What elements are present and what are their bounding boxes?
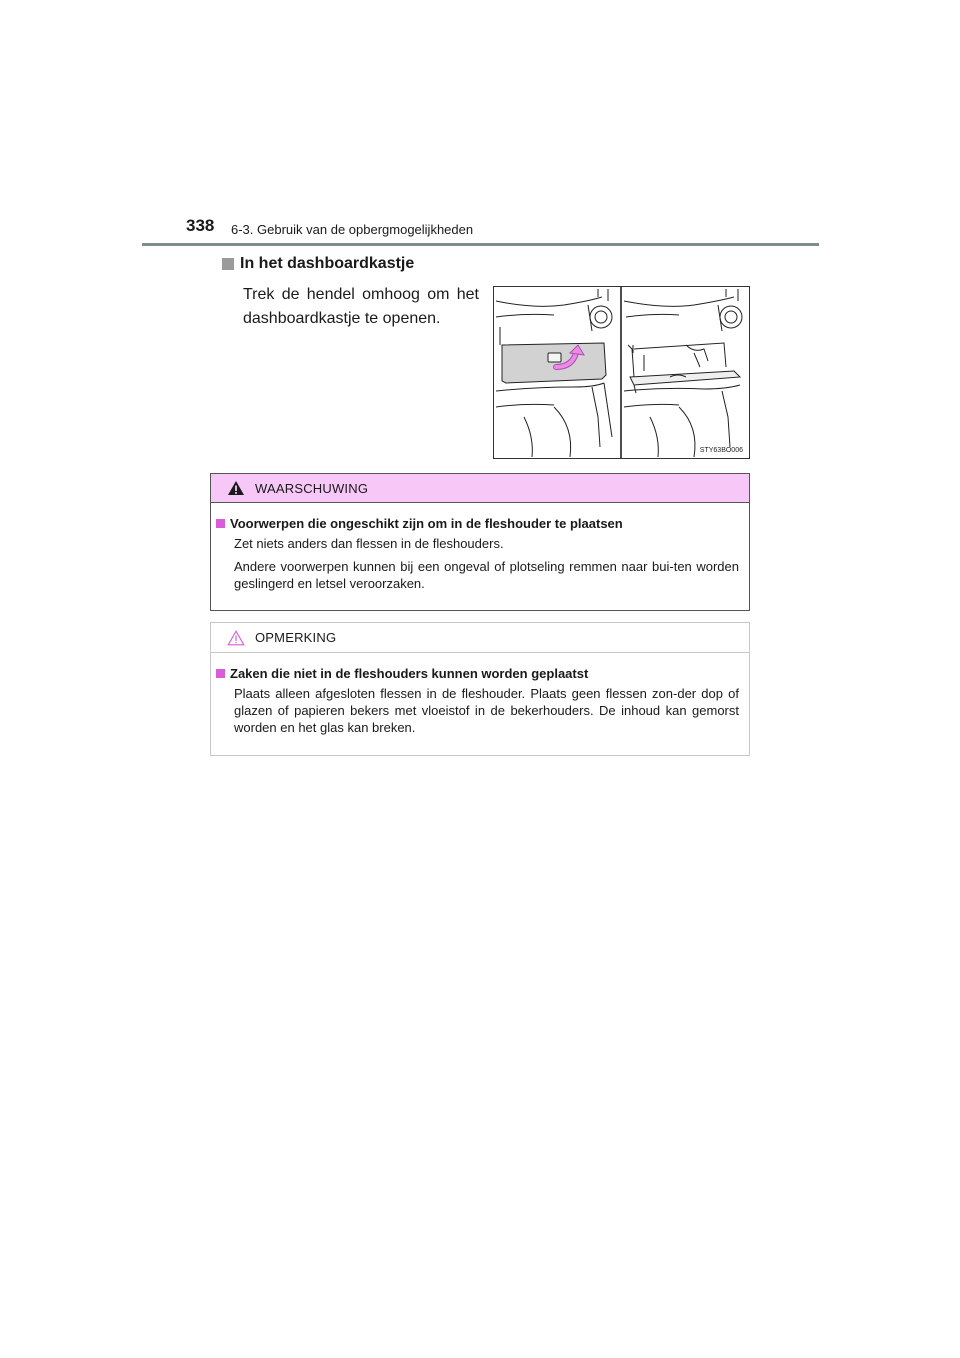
warning-header [211, 474, 749, 503]
section-heading-text: In het dashboardkastje [240, 255, 415, 272]
warning-box [210, 473, 750, 611]
glovebox-drawing [494, 287, 749, 458]
square-bullet-icon [222, 258, 234, 270]
magenta-square-icon [216, 669, 225, 678]
warning-paragraph: Andere voorwerpen kunnen bij een ongeval of plotseling remmen naar bui-ten worden geslingerd en letsel veroorzaken. [234, 559, 739, 591]
chapter-title: 6-3. Gebruik van de opbergmogelijkheden [231, 222, 474, 237]
notice-box [210, 622, 750, 756]
figure-code: STY63BO006 [699, 447, 743, 454]
warning-item-heading-text: Voorwerpen die ongeschikt zijn om in de fleshouder te plaatsen [230, 516, 623, 531]
page-number: 338 [186, 216, 215, 235]
warning-body [211, 503, 749, 592]
notice-header [211, 623, 749, 653]
header-rule [142, 243, 819, 246]
warning-paragraph: Zet niets anders dan flessen in de fleshouders. [234, 536, 504, 551]
notice-triangle-icon [227, 630, 245, 646]
glovebox-illustration [493, 286, 750, 459]
notice-item-heading-text: Zaken die niet in de fleshouders kunnen worden geplaatst [230, 666, 589, 681]
intro-text: Trek de hendel omhoog om het dashboardkastje te openen. [243, 286, 479, 327]
notice-paragraph: Plaats alleen afgesloten flessen in de fleshouder. Plaats geen flessen zon-der dop of glazen of papieren bekers met vloeistof in de bekerhouders. De inhoud kan gemorst worden en het glas kan breken. [234, 686, 739, 735]
warning-triangle-icon [227, 480, 245, 496]
notice-body [211, 653, 749, 736]
notice-item-heading [216, 665, 749, 682]
magenta-square-icon [216, 519, 225, 528]
warning-title: WAARSCHUWING [255, 480, 369, 496]
warning-item-heading [216, 515, 749, 532]
notice-title: OPMERKING [255, 630, 337, 645]
section-heading [222, 255, 414, 273]
